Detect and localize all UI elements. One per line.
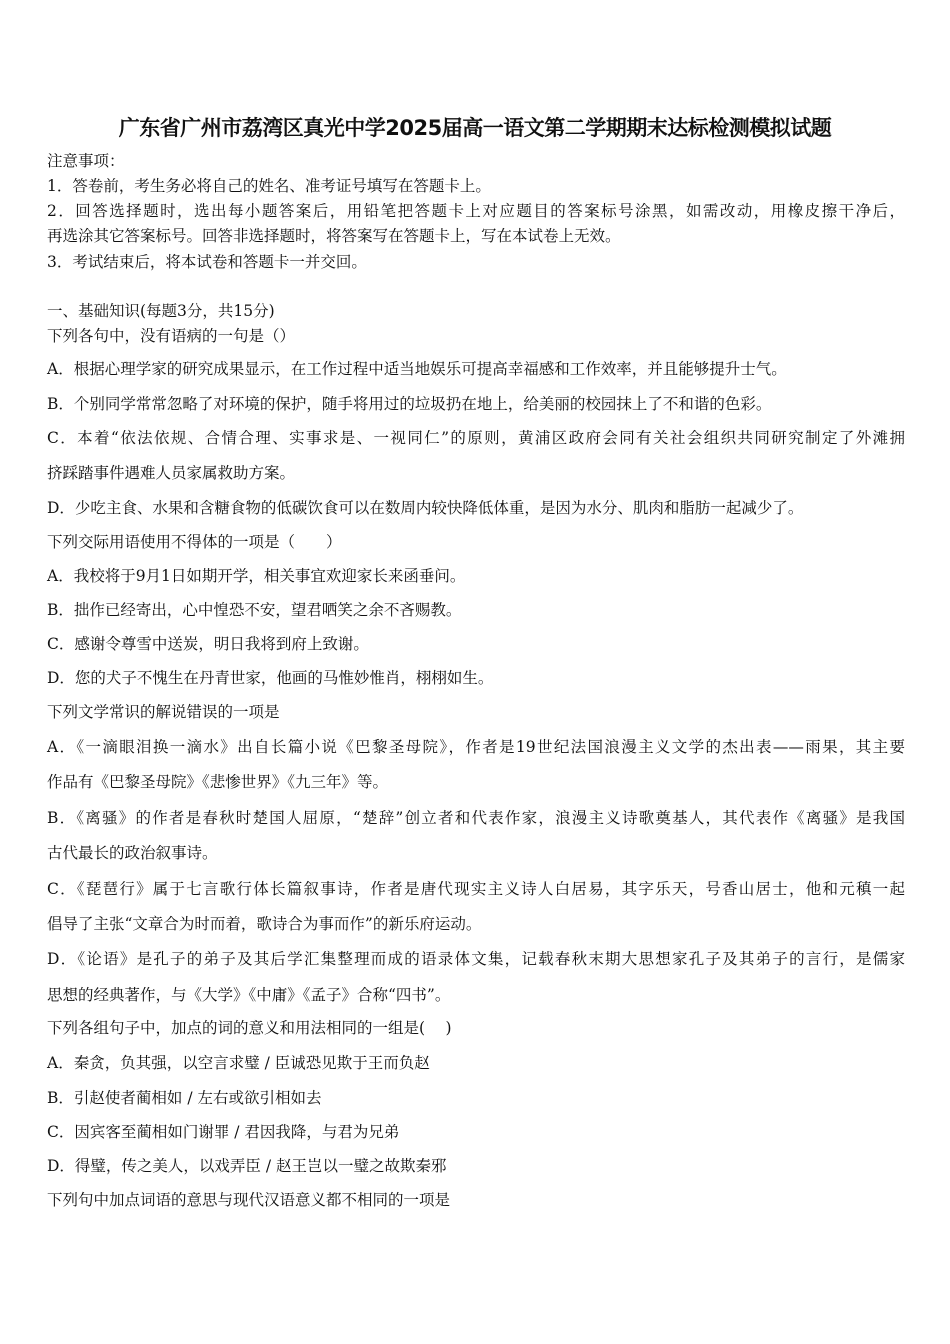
- option-line: A．根据心理学家的研究成果显示，在工作过程中适当地娱乐可提高幸福感和工作效率，并且能够提升士气。: [47, 360, 787, 378]
- question-stem: 下列文学常识的解说错误的一项是: [47, 703, 280, 721]
- question-stem: 下列各句中，没有语病的一句是（）: [47, 327, 296, 345]
- option-line: 思想的经典著作，与《大学》《中庸》《孟子》合称“四书”。: [47, 986, 451, 1004]
- question-stem: 下列交际用语使用不得体的一项是（ ）: [47, 533, 342, 551]
- option-line: A．秦贪，负其强，以空言求璧 / 臣诚恐见欺于王而负赵: [47, 1054, 430, 1072]
- option-line: D．得璧，传之美人，以戏弄臣 / 赵王岂以一璧之故欺秦邪: [47, 1157, 447, 1175]
- section-heading: 一、基础知识(每题3分，共15分): [47, 302, 275, 320]
- notice-heading: 注意事项：: [47, 152, 125, 170]
- notice-item: 2．回答选择题时，选出每小题答案后，用铅笔把答题卡上对应题目的答案标号涂黑，如需改动，用橡皮擦干净后，: [47, 202, 905, 220]
- option-line: B．个别同学常常忽略了对环境的保护，随手将用过的垃圾扔在地上，给美丽的校园抹上了不和谐的色彩。: [47, 395, 772, 413]
- option-line: 古代最长的政治叙事诗。: [47, 844, 218, 862]
- option-line: A．我校将于9月1日如期开学，相关事宜欢迎家长来函垂问。: [47, 567, 466, 585]
- option-line: B．拙作已经寄出，心中惶恐不安，望君哂笑之余不吝赐教。: [47, 601, 462, 619]
- option-line: C．感谢令尊雪中送炭，明日我将到府上致谢。: [47, 635, 369, 653]
- question-stem: 下列各组句子中，加点的词的意义和用法相同的一组是( ): [47, 1019, 452, 1037]
- option-line: D．少吃主食、水果和含糖食物的低碳饮食可以在数周内较快降低体重，是因为水分、肌肉和脂肪一起减少了。: [47, 499, 804, 517]
- option-line: 倡导了主张“文章合为时而着，歌诗合为事而作”的新乐府运动。: [47, 915, 482, 933]
- option-line: 作品有《巴黎圣母院》《悲惨世界》《九三年》等。: [47, 773, 389, 791]
- page-title: 广东省广州市荔湾区真光中学2025届高一语文第二学期期末达标检测模拟试题: [118, 116, 832, 140]
- question-stem: 下列句中加点词语的意思与现代汉语意义都不相同的一项是: [47, 1191, 451, 1209]
- option-line: 挤踩踏事件遇难人员家属救助方案。: [47, 464, 296, 482]
- notice-item: 再选涂其它答案标号。回答非选择题时，将答案写在答题卡上，写在本试卷上无效。: [47, 227, 621, 245]
- option-line: A．《一滴眼泪换一滴水》出自长篇小说《巴黎圣母院》，作者是19世纪法国浪漫主义文学的杰出表——雨果，其主要: [47, 738, 905, 756]
- notice-item: 1．答卷前，考生务必将自己的姓名、准考证号填写在答题卡上。: [47, 177, 491, 195]
- option-line: D．您的犬子不愧生在丹青世家，他画的马惟妙惟肖，栩栩如生。: [47, 669, 494, 687]
- option-line: C．《琵琶行》属于七言歌行体长篇叙事诗，作者是唐代现实主义诗人白居易，其字乐天，号香山居士，他和元稹一起: [47, 880, 905, 898]
- option-line: B．引赵使者蔺相如 / 左右或欲引相如去: [47, 1089, 322, 1107]
- option-line: B．《离骚》的作者是春秋时楚国人屈原，“楚辞”创立者和代表作家，浪漫主义诗歌奠基人，其代表作《离骚》是我国: [47, 809, 905, 827]
- notice-item: 3．考试结束后，将本试卷和答题卡一并交回。: [47, 253, 367, 271]
- option-line: D．《论语》是孔子的弟子及其后学汇集整理而成的语录体文集，记载春秋末期大思想家孔子及其弟子的言行，是儒家: [47, 950, 905, 968]
- option-line: C．因宾客至蔺相如门谢罪 / 君因我降，与君为兄弟: [47, 1123, 400, 1141]
- option-line: C．本着“依法依规、合情合理、实事求是、一视同仁”的原则，黄浦区政府会同有关社会组织共同研究制定了外滩拥: [47, 429, 905, 447]
